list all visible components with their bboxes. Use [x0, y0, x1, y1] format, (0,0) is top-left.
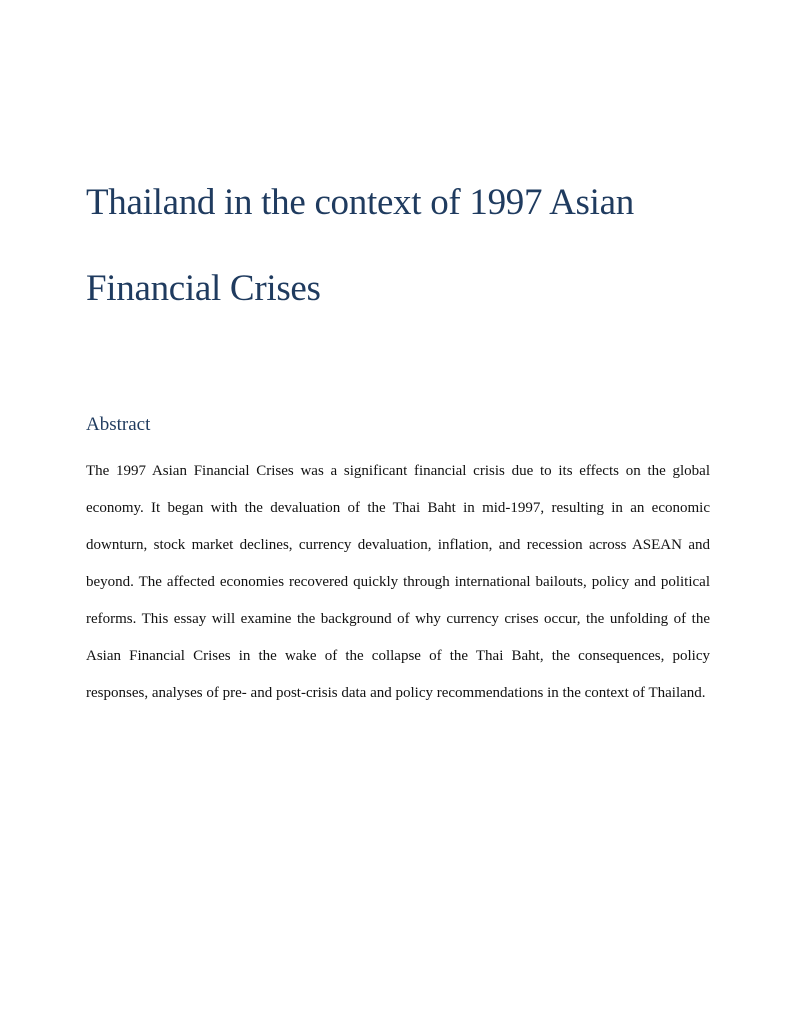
abstract-heading: Abstract: [86, 414, 151, 435]
abstract-paragraph: The 1997 Asian Financial Crises was a significant financial crisis due to its effects on the global economy. It began with the devaluation of the Thai Baht in mid-1997, resulting in an economic downturn, stock market declines, currency devaluation, inflation, and recession across ASEAN and beyond. The affected economies recovered quickly through international bailouts, policy and political reforms. This essay will examine the background of why currency crises occur, the unfolding of the Asian Financial Crises in the wake of the collapse of the Thai Baht, the consequences, policy responses, analyses of pre- and post-crisis data and policy recommendations in the context of Thailand.: [86, 463, 710, 701]
document-title: Thailand in the context of 1997 Asian Financial Crises: [86, 182, 634, 309]
